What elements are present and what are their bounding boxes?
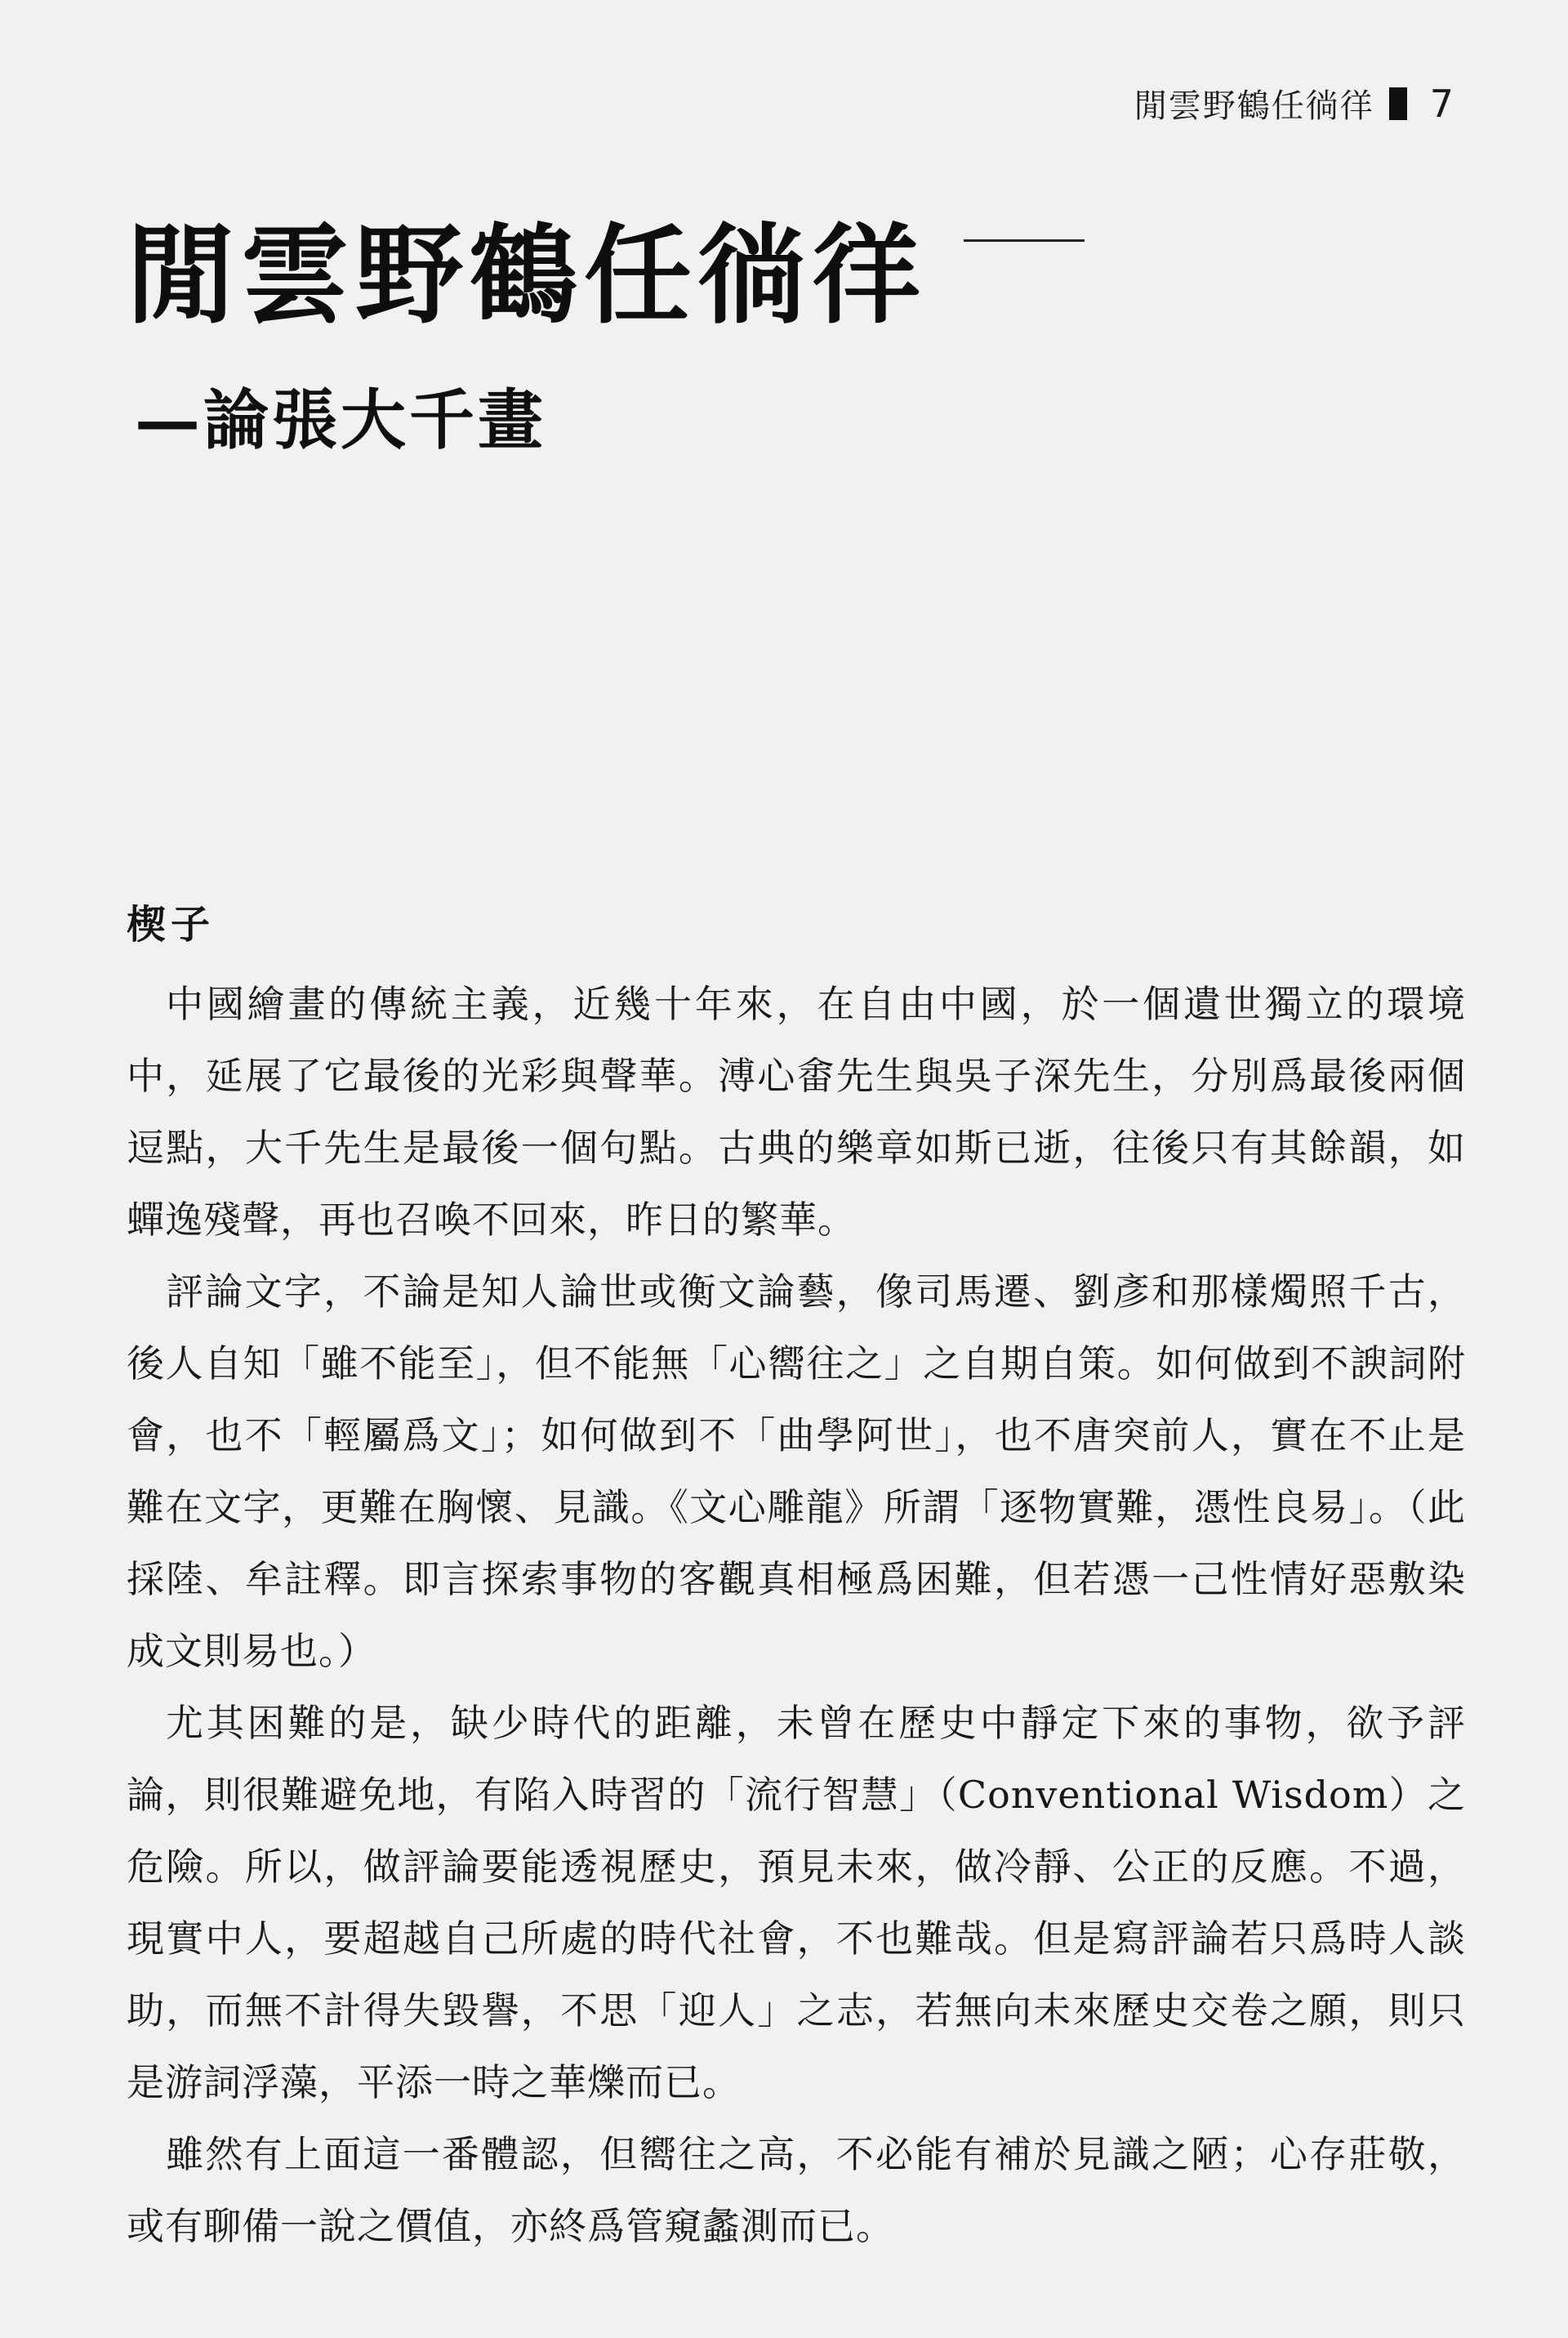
paragraph-2: 評論文字，不論是知人論世或衡文論藝，像司馬遷、劉彥和那樣燭照千古，後人自知「雖不能至」，但不能無「心嚮往之」之自期自策。如何做到不諛詞附會，也不「輕屬爲文」；如何做到不「曲學阿世」，也不唐突前人，實在不止是難在文字，更難在胸懷、見識。《文心雕龍》所謂「逐物實難，憑性良易」。（此採陸、牟註釋。即言探索事物的客觀真相極爲困難，但若憑一己性情好惡敷染成文則易也。） bbox=[127, 1269, 1466, 1673]
essay-title: 閒雲野鶴任徜徉 bbox=[127, 212, 927, 339]
body-text bbox=[127, 968, 1466, 2262]
header-block-mark bbox=[1389, 87, 1407, 120]
running-header bbox=[1134, 80, 1454, 127]
title-rule bbox=[964, 239, 1085, 242]
paragraph-3: 尤其困難的是，缺少時代的距離，未曾在歷史中靜定下來的事物，欲予評論，則很難避免地，有陷入時習的「流行智慧」（Conventional Wisdom）之危險。所以，做評論要能透視歷史，預見未來，做冷靜、公正的反應。不過，現實中人，要超越自己所處的時代社會，不也難哉。但是寫評論若只爲時人談助，而無不計得失毀譽，不思「迎人」之志，若無向未來歷史交卷之願，則只是游詞浮藻，平添一時之華爍而已。 bbox=[127, 1701, 1466, 2104]
paragraph-1: 中國繪畫的傳統主義，近幾十年來，在自由中國，於一個遺世獨立的環境中，延展了它最後的光彩與聲華。溥心畬先生與吳子深先生，分別爲最後兩個逗點，大千先生是最後一個句點。古典的樂章如斯已逝，往後只有其餘韻，如蟬逸殘聲，再也召喚不回來，昨日的繁華。 bbox=[127, 982, 1466, 1242]
running-header-title: 閒雲野鶴任徜徉 bbox=[1134, 87, 1374, 125]
essay-subtitle: —論張大千畫 bbox=[135, 381, 546, 458]
section-heading: 楔子 bbox=[127, 902, 216, 948]
paragraph-4: 雖然有上面這一番體認，但嚮往之高，不必能有補於見識之陋；心存莊敬，或有聊備一說之價值，亦終爲管窺蠡測而已。 bbox=[127, 2132, 1466, 2248]
page-number: 7 bbox=[1429, 81, 1454, 126]
